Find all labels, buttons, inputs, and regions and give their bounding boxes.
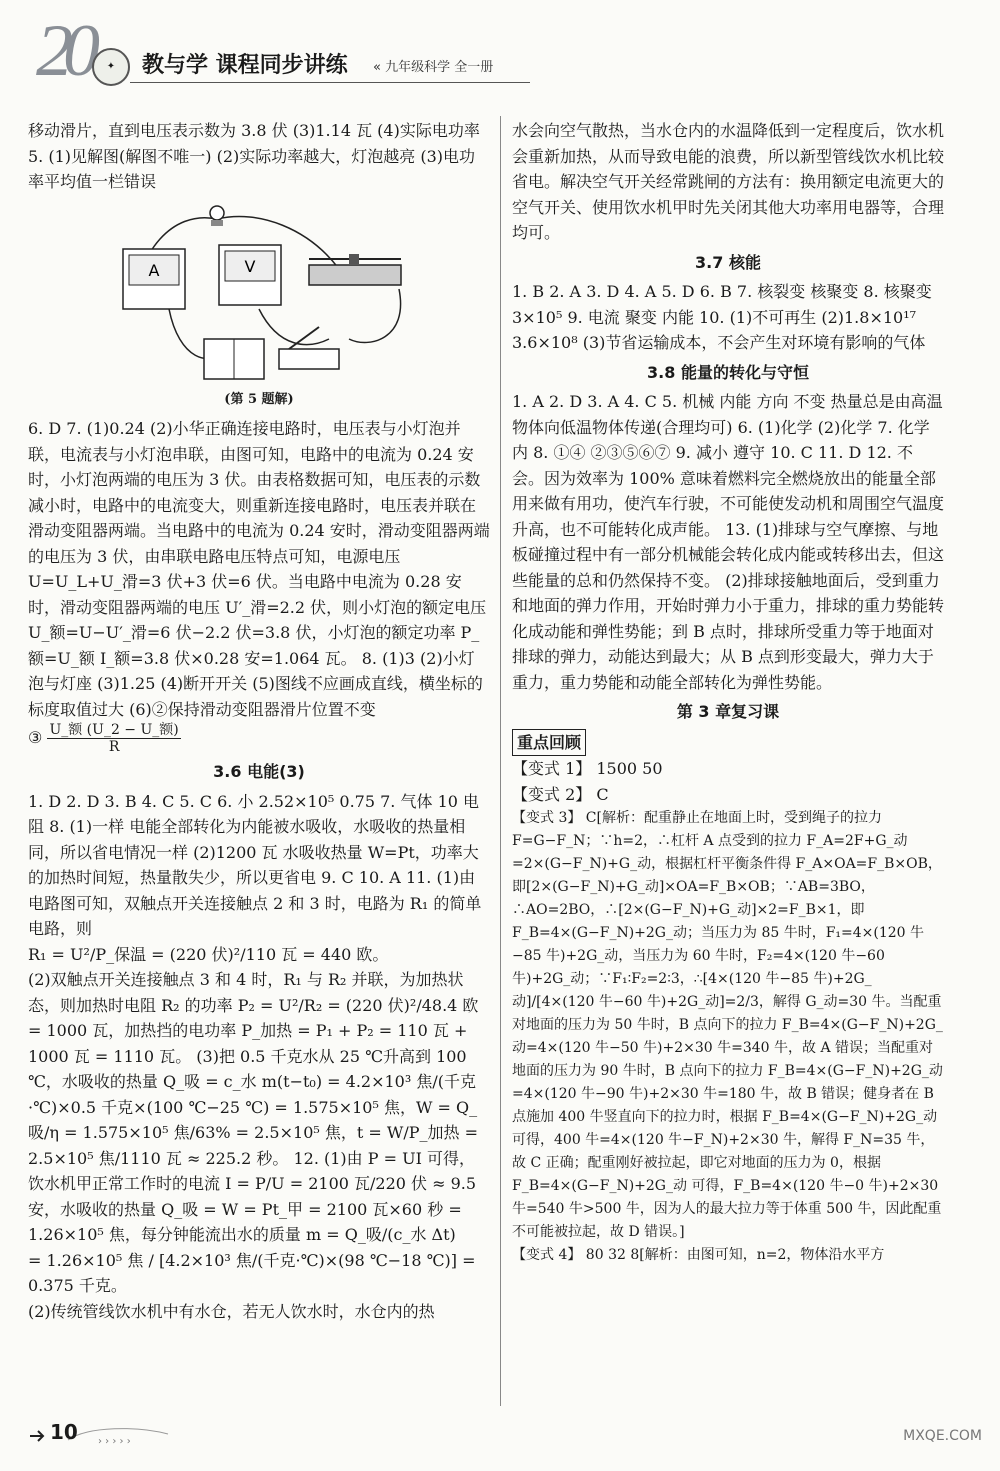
section-title: 3.8 能量的转化与守恒	[647, 362, 809, 382]
formula-line: = 1.26×10⁵ 焦 / [4.2×10³ 焦/(千克·℃)×(98 ℃−18 ℃)] = 0.375 千克。	[28, 1250, 476, 1295]
formula-line	[28, 722, 490, 755]
left-column	[28, 118, 490, 1324]
figure-caption: (第 5 题解)	[224, 391, 294, 407]
review-tag: 重点回顾	[512, 729, 586, 757]
ammeter-label: A	[148, 260, 160, 280]
logo-badge-icon: ✦	[92, 48, 130, 86]
formula-prefix: ③	[28, 728, 43, 747]
answer-text: (2)双触点开关连接触点 3 和 4 时，R₁ 与 R₂ 并联，为加热状态，则加热时电阻 R₂ 的功率 P₂ = U²/R₂ = (220 伏)²/48.4 欧 = 1000 瓦，加热挡的电功率 P_加热 = P₁ + P₂ = 110 瓦 + 1000 瓦 = 1110 瓦。 (3)把 0.5 千克水从 25 ℃升高到 100 ℃，水吸收的热量 Q_吸 = c_水 m(t−t₀) = 4.2×10³ 焦/(千克·℃)×0.5 千克×(100 ℃−25 ℃) = 1.575×10⁵ 焦，W = Q_吸/η = 1.575×10⁵ 焦/63% = 2.5×10⁵ 焦，t = W/P_加热 = 2.5×10⁵ 焦/1110 瓦 ≈ 225.2 秒。 12. (1)由 P = UI 可得，饮水机甲正常工作时的电流 I = P/U = 2100 瓦/220 伏 ≈ 9.5 安，水吸收的热量 Q_吸 = W = Pt_甲 = 2100 瓦×60 秒 = 1.26×10⁵ 焦，每分钟能流出水的质量 m = Q_吸/(c_水 Δt)	[28, 970, 479, 1244]
page-footer	[28, 1418, 178, 1452]
variant-answer: 【变式 4】 80 32 8[解析：由图可知，n=2，物体沿水平方	[512, 1247, 885, 1263]
answer-text: 6. D 7. (1)0.24 (2)小华正确连接电路时，电压表与小灯泡并联，电流表与小灯泡串联，由图可知，电路中的电流为 0.24 安时，小灯泡两端的电压为 3 伏。由表格数据可知，电压表的示数减小时，电路中的电流变大，则重新连接电路时，电压表并联在滑动变阻器两端。当电路中的电流为 0.24 安时，滑动变阻器两端的电压为 3 伏，由串联电路电压特点可知，电源电压 U=U_L+U_滑=3 伏+3 伏=6 伏。当电路中电流为 0.28 安时，滑动变阻器两端的电压 U′_滑=2.2 伏，则小灯泡的额定电压 U_额=U−U′_滑=6 伏−2.2 伏=3.8 伏，小灯泡的额定功率 P_额=U_额 I_额=3.8 伏×0.28 安=1.064 瓦。 8. (1)3 (2)小灯泡与灯座 (3)1.25 (4)断开开关 (5)图线不应画成直线，横坐标的标度取值过大 (6)②保持滑动变阻器滑片位置不变	[28, 419, 490, 719]
formula-line: R₁ = U²/P_保温 = (220 伏)²/110 瓦 = 440 欧。	[28, 944, 389, 964]
variant-answer: 【变式 1】 1500 50	[512, 759, 663, 778]
fraction-numerator: U_额 (U_2 − U_额)	[49, 722, 179, 738]
answer-text: 1. A 2. D 3. A 4. C 5. 机械 内能 方向 不变 热量总是由高温物体向低温物体传递(合理均可) 6. (1)化学 (2)化学 7. 化学 内 8. ①④ ②③⑤⑥⑦ 9. 减小 遵守 10. C 11. D 12. 不会。因为效率为 100% 意味着燃料完全燃烧放出的能量全部用来做有用功，使汽车行驶，不可能使发动机和周围空气温度升高，也不可能转化成声能。 13. (1)排球与空气摩擦、与地板碰撞过程中有一部分机械能会转化成内能或转移出去，但这些能量的总和仍然保持不变。 (2)排球接触地面后，受到重力和地面的弹力作用，开始时弹力小于重力，排球的重力势能转化成动能和弹性势能；到 B 点时，排球所受重力等于地面对排球的弹力，动能达到最大；从 B 点到形变最大，弹力大于重力，重力势能和动能全部转化为弹性势能。	[512, 392, 945, 692]
column-divider	[500, 116, 501, 1406]
fraction-denominator: R	[108, 739, 120, 755]
voltmeter-label: V	[244, 256, 256, 276]
answer-text: (2)传统管线饮水机中有水仓，若无人饮水时，水仓内的热	[28, 1301, 435, 1321]
circuit-figure	[109, 199, 409, 385]
answer-text: 1. D 2. D 3. B 4. C 5. C 6. 小 2.52×10⁵ 0.75 7. 气体 10 电阻 8. (1)一样 电能全部转化为内能被水吸收，水吸收的热量相同，所以省电情况一样 (2)1200 瓦 水吸收热量 W=Pt，功率大的加热时间短，热量散失少，所以更省电 9. C 10. A 11. (1)由电路图可知，双触点开关连接触点 2 和 3 时，电路为 R₁ 的简单电路，则	[28, 791, 482, 938]
header-rule	[130, 82, 530, 83]
answer-text: 1. B 2. A 3. D 4. A 5. D 6. B 7. 核裂变 核聚变 8. 核聚变 3×10⁵ 9. 电流 聚变 内能 10. (1)不可再生 (2)1.8×10¹⁷ 3.6×10⁸ (3)节省运输成本，不会产生对环境有影响的气体	[512, 282, 932, 352]
book-subtitle: « 九年级科学 全一册	[373, 60, 494, 75]
answer-text: 水会向空气散热，当水仓内的水温降低到一定程度后，饮水机会重新加热，从而导致电能的浪费，所以新型管线饮水机比较省电。解决空气开关经常跳闸的方法有：换用额定电流更大的空气开关、使用饮水机甲时先关闭其他大功率用电器等，合理均可。	[512, 121, 945, 242]
fraction	[47, 722, 180, 755]
page-number: 10	[50, 1420, 78, 1444]
watermark: MXQE.COM	[903, 1428, 982, 1444]
page-header	[0, 0, 1000, 100]
right-column	[512, 118, 944, 1267]
section-title: 3.7 核能	[695, 252, 761, 272]
section-title: 第 3 章复习课	[676, 702, 780, 721]
variant-answer: 【变式 3】 C[解析：配重静止在地面上时，受到绳子的拉力 F=G−F_N；∵h=2，∴杠杆 A 点受到的拉力 F_A=2F+G_动=2×(G−F_N)+G_动，根据杠杆平衡条件得 F_A×OA=F_B×OB，即[2×(G−F_N)+G_动]×OA=F_B×OB；∵AB=3BO，∴AO=2BO，∴[2×(G−F_N)+G_动]×2=F_B×1，即 F_B=4×(G−F_N)+2G_动；当压力为 85 牛时，F₁=4×(120 牛−85 牛)+2G_动，当压力为 60 牛时，F₂=4×(120 牛−60 牛)+2G_动；∵F₁∶F₂=2∶3，∴[4×(120 牛−85 牛)+2G_动]/[4×(120 牛−60 牛)+2G_动]=2/3，解得 G_动=30 牛。当配重对地面的压力为 50 牛时，B 点向下的拉力 F_B=4×(G−F_N)+2G_动=4×(120 牛−50 牛)+2×30 牛=340 牛，故 A 错误；当配重对地面的压力为 90 牛时，B 点向下的拉力 F_B=4×(G−F_N)+2G_动=4×(120 牛−90 牛)+2×30 牛=180 牛，故 B 错误；健身者在 B 点施加 400 牛竖直向下的拉力时，根据 F_B=4×(G−F_N)+2G_动 可得，400 牛=4×(120 牛−F_N)+2×30 牛，解得 F_N=35 牛，故 C 正确；配重刚好被拉起，即它对地面的压力为 0，根据 F_B=4×(G−F_N)+2G_动 可得，F_B=4×(120 牛−0 牛)+2×30 牛=540 牛>500 牛，因为人的最大拉力等于体重 500 牛，因此配重不可能被拉起，故 D 错误。]	[512, 810, 943, 1240]
answer-text: 移动滑片，直到电压表示数为 3.8 伏 (3)1.14 瓦 (4)实际电功率 5. (1)见解图(解图不唯一) (2)实际功率越大，灯泡越亮 (3)电功率平均值一栏错误	[28, 121, 480, 191]
svg-text:› › › › ›: › › › › ›	[98, 1436, 131, 1447]
series-logo: 20	[36, 10, 90, 92]
variant-answer: 【变式 2】 C	[512, 784, 609, 804]
section-title: 3.6 电能(3)	[213, 762, 305, 781]
circuit-diagram	[109, 199, 409, 385]
book-title: 教与学 课程同步讲练	[142, 53, 348, 78]
